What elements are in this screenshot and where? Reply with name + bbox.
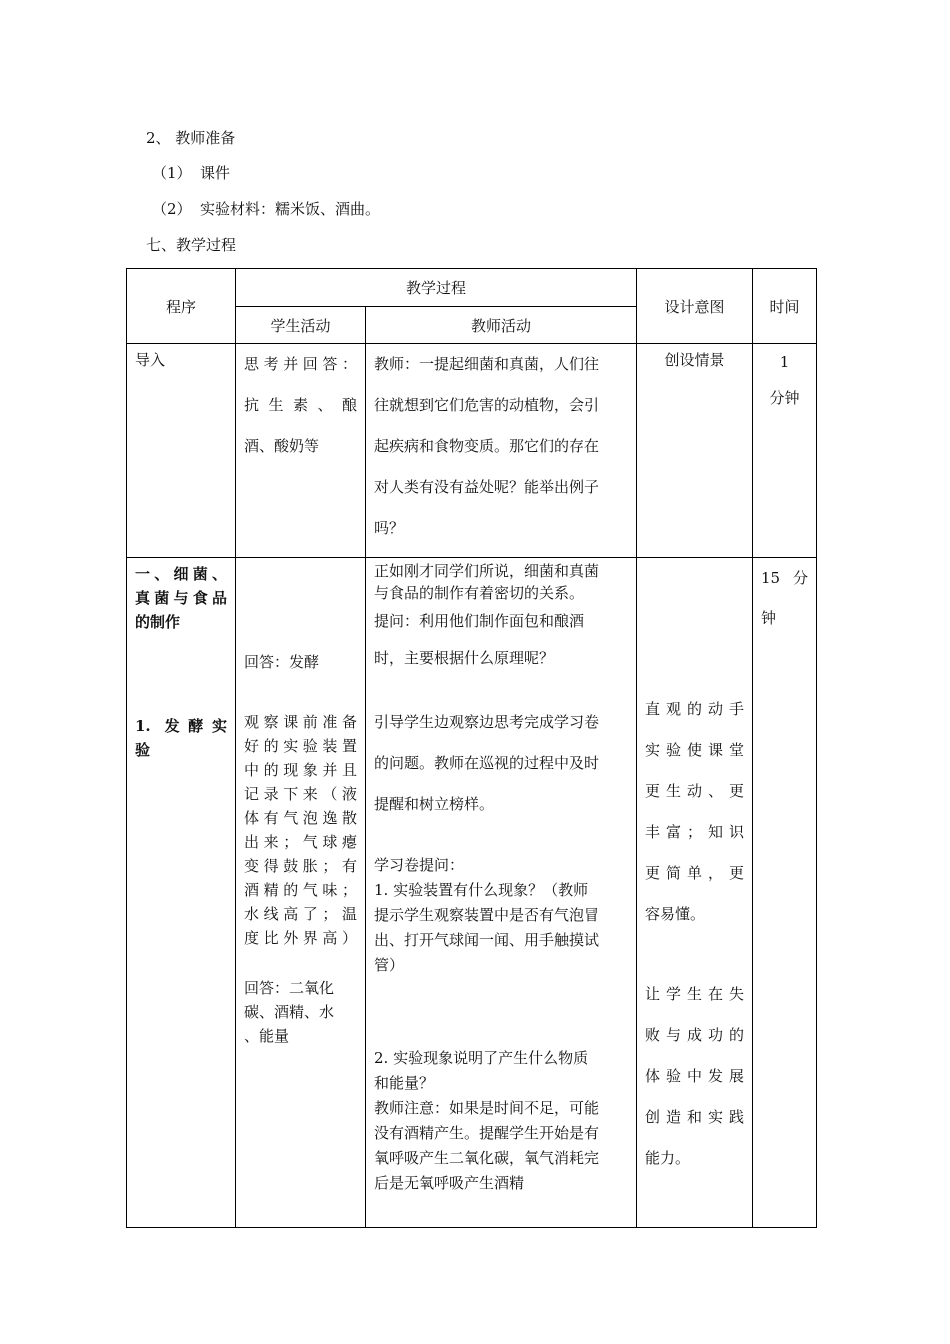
ferm-program-line: 真菌与食品 [135, 589, 227, 607]
intro-intent: 创设情景 [664, 351, 725, 369]
ferm-teacher-q2-line: 教师注意：如果是时间不足，可能 [374, 1099, 600, 1117]
ferm-teacher-question-line: 时，主要根据什么原理呢？ [374, 649, 555, 667]
intro-student-cell [236, 344, 366, 558]
table-row-fermentation [127, 558, 817, 1228]
intro-teacher-cell [366, 344, 637, 558]
ferm-intent-b-line: 败与成功的 [645, 1026, 745, 1044]
ferm-teacher-sheet-line: 1. 实验装置有什么现象？（教师 [374, 881, 589, 899]
ferm-subprogram-line: 验 [135, 741, 151, 759]
prep-item-1 [152, 163, 230, 183]
ferm-intent-a-line: 容易懂。 [645, 905, 706, 923]
ferm-teacher-sheet-line: 管） [374, 956, 405, 974]
intro-teacher-line: 往就想到它们危害的动植物，会引 [374, 396, 600, 414]
ferm-student-observe-line: 中的现象并且 [244, 761, 357, 779]
prep-heading: 2、 教师准备 [146, 129, 236, 147]
ferm-intent-b-line: 创造和实践 [645, 1108, 745, 1126]
ferm-teacher-q2-line: 和能量？ [374, 1074, 435, 1092]
ferm-teacher-sheet-line: 出、打开气球闻一闻、用手触摸试 [374, 931, 600, 949]
ferm-intent-b-line: 能力。 [645, 1149, 691, 1167]
intro-time-cell [753, 344, 817, 558]
header-time: 时间 [753, 269, 817, 344]
ferm-time-cell [753, 558, 817, 1228]
ferm-student-cell [236, 558, 366, 1228]
header-intent: 设计意图 [637, 269, 753, 344]
ferm-student-observe-line: 出来；气球瘪 [244, 833, 357, 851]
ferm-subprogram-line: 1. 发酵实 [135, 717, 227, 735]
ferm-teacher-intro-line: 与食品的制作有着密切的关系。 [374, 584, 585, 602]
ferm-teacher-guide-line: 引导学生边观察边思考完成学习卷 [374, 713, 600, 731]
ferm-intent-a-line: 更生动、更 [645, 782, 745, 800]
ferm-student-observe-line: 记录下来（液 [244, 785, 357, 803]
ferm-intent-b-line: 体验中发展 [645, 1067, 745, 1085]
ferm-teacher-sheet-line: 学习卷提问： [374, 856, 465, 874]
header-process: 教学过程 [236, 269, 637, 307]
ferm-student-observe-line: 水线高了；温 [244, 905, 357, 923]
ferm-student-answer1: 回答：发酵 [244, 653, 320, 671]
intro-intent-cell [637, 344, 753, 558]
intro-student-line: 思考并回答： [244, 355, 357, 373]
ferm-teacher-guide-line: 的问题。教师在巡视的过程中及时 [374, 754, 600, 772]
section-title: 七、教学过程 [146, 236, 237, 254]
ferm-teacher-cell [366, 558, 637, 1228]
prep-item-1-num: （1） [152, 164, 192, 182]
lesson-table [126, 268, 817, 1228]
intro-time-line: 分钟 [769, 389, 800, 407]
ferm-teacher-question-line: 提问：利用他们制作面包和酿酒 [374, 612, 585, 630]
ferm-student-answer2-line: 、能量 [244, 1027, 290, 1045]
prep-item-1-text: 课件 [200, 164, 231, 182]
ferm-teacher-sheet-line: 提示学生观察装置中是否有气泡冒 [374, 906, 600, 924]
ferm-intent-cell [637, 558, 753, 1228]
intro-time-line: 1 [779, 353, 790, 371]
intro-teacher-line: 对人类有没有益处呢？能举出例子 [374, 478, 600, 496]
ferm-program-line: 一、细菌、 [135, 565, 227, 583]
intro-program-cell [127, 344, 236, 558]
header-student: 学生活动 [236, 307, 366, 344]
ferm-intent-a-line: 直观的动手 [645, 700, 745, 718]
header-teacher: 教师活动 [366, 307, 637, 344]
table-row-intro [127, 344, 817, 558]
intro-program: 导入 [135, 351, 166, 369]
prep-item-2-num: （2） [152, 200, 192, 218]
ferm-program-line: 的制作 [135, 613, 181, 631]
ferm-student-observe-line: 变得鼓胀；有 [244, 857, 357, 875]
ferm-time-line: 15 分 [761, 569, 809, 587]
ferm-intent-a-line: 丰富；知识 [645, 823, 745, 841]
intro-teacher-line: 起疾病和食物变质。那它们的存在 [374, 437, 600, 455]
prep-item-2-text: 实验材料：糯米饭、酒曲。 [200, 200, 381, 218]
ferm-program-cell [127, 558, 236, 1228]
intro-teacher-line: 教师：一提起细菌和真菌，人们往 [374, 355, 600, 373]
ferm-teacher-guide-line: 提醒和树立榜样。 [374, 795, 495, 813]
ferm-teacher-q2-line: 2. 实验现象说明了产生什么物质 [374, 1049, 589, 1067]
prep-item-2 [152, 199, 380, 219]
ferm-teacher-q2-line: 氧呼吸产生二氧化碳，氧气消耗完 [374, 1149, 600, 1167]
ferm-student-observe-line: 好的实验装置 [244, 737, 357, 755]
ferm-student-observe-line: 酒精的气味； [244, 881, 357, 899]
ferm-intent-b-line: 让学生在失 [645, 985, 745, 1003]
intro-teacher-line: 吗？ [374, 519, 405, 537]
intro-student-line: 抗生素、酿 [244, 396, 357, 414]
ferm-student-answer2-line: 碳、酒精、水 [244, 1003, 335, 1021]
ferm-intent-a-line: 更简单，更 [645, 864, 745, 882]
ferm-teacher-q2-line: 没有酒精产生。提醒学生开始是有 [374, 1124, 600, 1142]
ferm-student-observe-line: 度比外界高） [244, 929, 357, 947]
ferm-student-answer2-line: 回答：二氧化 [244, 979, 335, 997]
ferm-intent-a-line: 实验使课堂 [645, 741, 745, 759]
ferm-time-line: 钟 [761, 609, 777, 627]
ferm-student-observe-line: 体有气泡逸散 [244, 809, 357, 827]
intro-student-line: 酒、酸奶等 [244, 437, 320, 455]
header-program: 程序 [127, 269, 236, 344]
ferm-student-observe-line: 观察课前准备 [244, 713, 357, 731]
ferm-teacher-q2-line: 后是无氧呼吸产生酒精 [374, 1174, 525, 1192]
ferm-teacher-intro-line: 正如刚才同学们所说，细菌和真菌 [374, 562, 600, 580]
